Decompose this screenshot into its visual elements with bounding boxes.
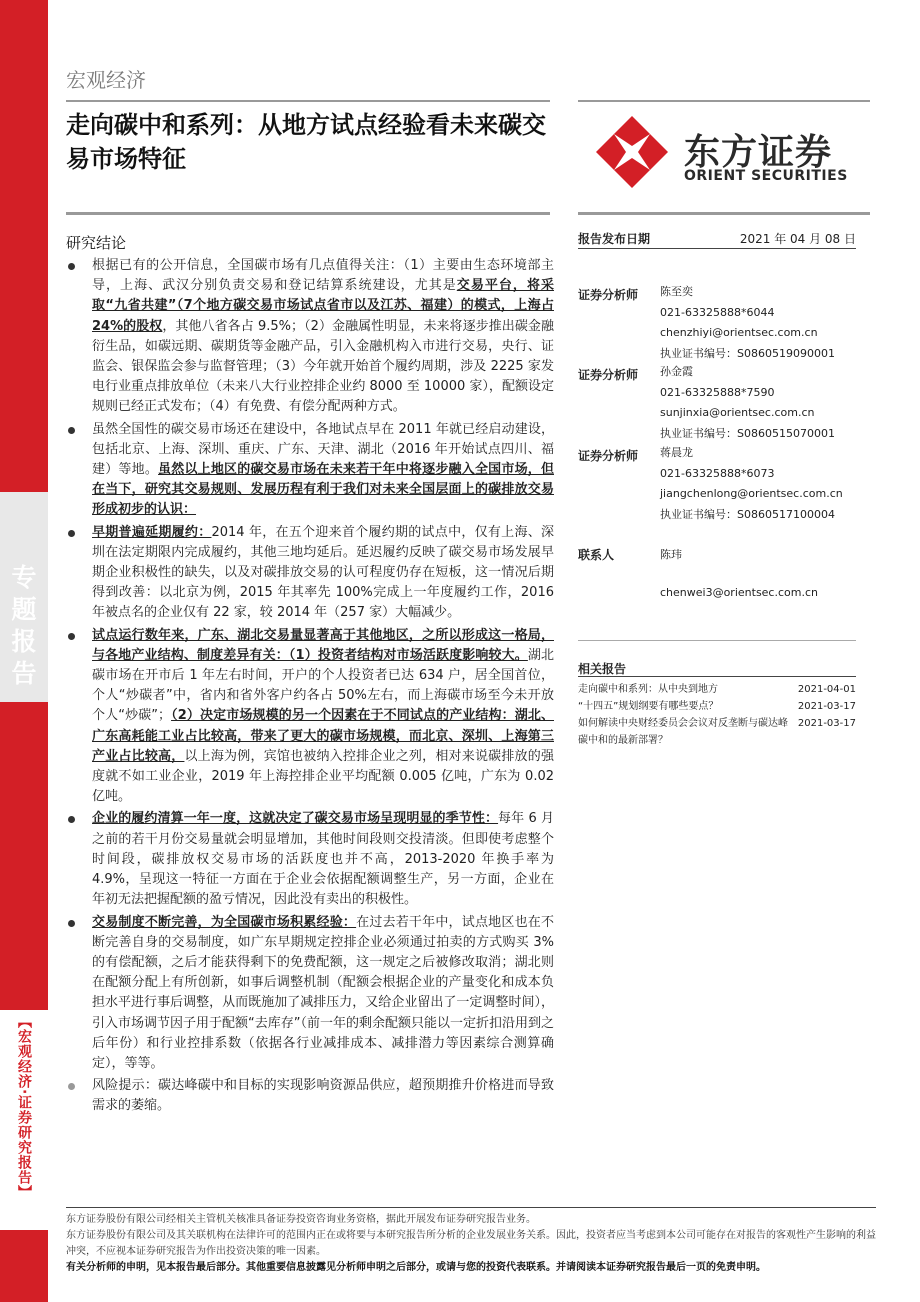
report-type-label: 专题报告 xyxy=(11,563,37,688)
contact-name: 陈玮 xyxy=(660,548,682,561)
analyst-label: 证券分析师 xyxy=(578,288,639,302)
title-divider xyxy=(66,212,550,215)
contact-label: 联系人 xyxy=(578,548,615,562)
related-report-item[interactable] xyxy=(578,715,856,749)
analyst-license: 执业证书编号：S0860515070001 xyxy=(660,426,835,440)
conclusion-bullet xyxy=(66,913,554,1075)
bullet-text: 每年 6 月之前的若干月份交易量就会明显增加，其他时间段则交投清淡。但即使考虑整个时间段，碳排放权交易市场的活跃度也并不高，2013-2020 年换手率为 4.9%，呈现这一特征一方面在于企业会依据配额调整生产，另一方面，企业在年初无法把握配额的盈亏情况，因此没有卖出的积极性。 xyxy=(92,811,554,908)
conclusion-list xyxy=(66,256,554,1119)
related-reports-divider xyxy=(578,676,856,677)
conclusion-bullet xyxy=(66,809,554,910)
conclusion-bullet xyxy=(66,256,554,418)
bullet-dot-icon xyxy=(68,816,75,823)
related-report-title[interactable]: “十四五”规划纲要有哪些要点？ xyxy=(578,701,719,712)
analyst-details xyxy=(660,443,843,525)
related-report-item[interactable] xyxy=(578,698,856,715)
bullet-text: ，其他八省各占 9.5%；（2）金融属性明显，未来将逐步推出碳金融衍生品，如碳远期、碳期货等金融产品，引入金融机构入市进行交易，央行、证监会、银保监会参与监督管理；（3）今年就开始首个履约周期，涉及 2225 家发电行业重点排放单位（未来八大行业控排企业约 8000 至 10000 家），配额设定规则已经正式发布；（4）有免费、有偿分配两种方式。 xyxy=(92,318,554,415)
logo-divider-bottom xyxy=(578,212,870,215)
emphasized-text: 交易制度不断完善，为全国碳市场积累经验： xyxy=(92,914,357,930)
contact-email: chenwei3@orientsec.com.cn xyxy=(660,586,818,599)
analyst-details xyxy=(660,362,835,444)
bullet-dot-icon xyxy=(68,427,75,434)
related-report-date: 2021-03-17 xyxy=(797,718,856,729)
contact-divider xyxy=(578,640,856,641)
emphasized-text: 试点运行数年来，广东、湖北交易量显著高于其他地区，之所以形成这一格局，与各地产业结构、制度差异有关：（1）投资者结构对市场活跃度影响较大。 xyxy=(92,627,554,663)
bullet-text: 以上海为例，宾馆也被纳入控排企业之列，相对来说碳排放的强度就不如工业企业，2019 年上海控排企业平均配额 0.005 亿吨，广东为 0.02 亿吨。 xyxy=(92,748,554,805)
related-report-title[interactable]: 走向碳中和系列：从中央到地方 xyxy=(578,684,718,695)
bullet-text: 风险提示：碳达峰碳中和目标的实现影响资源品供应，超预期推升价格进而导致需求的萎缩。 xyxy=(92,1078,554,1114)
conclusion-bullet xyxy=(66,626,554,808)
analyst-license: 执业证书编号：S0860519090001 xyxy=(660,346,835,360)
analyst-email: chenzhiyi@orientsec.com.cn xyxy=(660,326,818,339)
disclaimer-line: 东方证券股份有限公司及其关联机构在法律许可的范围内正在或将要与本研究报告所分析的企业发展业务关系。因此，投资者应当考虑到本公司可能存在对报告的客观性产生影响的利益冲突，不应视本证券研究报告为作出投资决策的唯一因素。 xyxy=(66,1230,876,1257)
analyst-license: 执业证书编号：S0860517100004 xyxy=(660,507,835,521)
conclusion-bullet xyxy=(66,1076,554,1116)
publish-date-value: 2021 年 04 月 08 日 xyxy=(739,232,856,246)
related-reports-list xyxy=(578,681,856,749)
sidebar-category-tag-box xyxy=(0,1010,48,1230)
logo-english-name: ORIENT SECURITIES xyxy=(684,168,848,184)
analyst-details xyxy=(660,282,835,364)
bullet-text: 根据已有的公开信息，全国碳市场有几点值得关注：（1）主要由生态环境部主导，上海、武汉分别负责交易和登记结算系统建设，尤其是 xyxy=(92,258,554,294)
bullet-dot-icon xyxy=(68,1083,75,1090)
analyst-label: 证券分析师 xyxy=(578,449,639,463)
section-heading: 研究结论 xyxy=(66,234,127,252)
publish-date-divider xyxy=(578,248,856,249)
conclusion-bullet xyxy=(66,523,554,624)
bullet-dot-icon xyxy=(68,633,75,640)
analyst-name: 陈至奕 xyxy=(660,285,693,298)
bullet-text: 虽然全国性的碳交易市场还在建设中，各地试点早在 2011 年就已经启动建设，包括北京、上海、深圳、重庆、广东、天津、湖北（2016 年开始试点四川、福建）等地。 xyxy=(92,421,554,478)
related-report-item[interactable] xyxy=(578,681,856,698)
disclaimer-footer xyxy=(66,1212,876,1276)
disclaimer-line-bold: 有关分析师的申明，见本报告最后部分。其他重要信息披露见分析师申明之后部分，或请与您的投资代表联系。并请阅读本证券研究报告最后一页的免责申明。 xyxy=(66,1262,766,1273)
analyst-email: jiangchenlong@orientsec.com.cn xyxy=(660,487,843,500)
disclaimer-line: 东方证券股份有限公司经相关主管机关核准具备证券投资咨询业务资格，据此开展发布证券研究报告业务。 xyxy=(66,1214,536,1225)
bullet-text: 2014 年，在五个迎来首个履约期的试点中，仅有上海、深圳在法定期限内完成履约，其他三地均延后。延迟履约反映了碳交易市场发展早期企业积极性的缺失，以及对碳排放交易的认可程度仍存在短板，这一情况后期得到改善：以北京为例，2015 年其率先 100%完成上一年度履约工作，2016 年被点名的企业仅有 22 家，较 2014 年（257 家）大幅减少。 xyxy=(92,524,554,621)
emphasized-text: 虽然以上地区的碳交易市场在未来若干年中将逐步融入全国市场，但在当下，研究其交易规则、发展历程有利于我们对未来全国层面上的碳排放交易形成初步的认识： xyxy=(92,462,554,518)
logo-chinese-name: 东方证券 xyxy=(684,132,833,173)
related-report-title[interactable]: 如何解读中央财经委员会会议对反垄断与碳达峰碳中和的最新部署？ xyxy=(578,718,788,746)
bullet-dot-icon xyxy=(68,263,75,270)
analyst-email: sunjinxia@orientsec.com.cn xyxy=(660,406,815,419)
bullet-dot-icon xyxy=(68,920,75,927)
report-category: 宏观经济 xyxy=(66,68,146,92)
bullet-text: 湖北碳市场在开市后 1 年左右时间，开户的个人投资者已达 634 户，居全国首位，个人“炒碳者”中，省内和省外客户约各占 50%左右，而上海碳市场至今未开放个人“炒碳”； xyxy=(92,647,554,724)
logo-divider-top xyxy=(578,100,870,102)
emphasized-text: 早期普遍延期履约： xyxy=(92,524,212,540)
related-reports-title: 相关报告 xyxy=(578,662,627,676)
related-report-date: 2021-03-17 xyxy=(797,701,856,712)
sidebar-category-tag: 【宏观经济·证券研究报告】 xyxy=(16,1014,32,1201)
bullet-dot-icon xyxy=(68,530,75,537)
analyst-phone: 021-63325888*6044 xyxy=(660,305,775,319)
footer-divider xyxy=(66,1207,876,1208)
emphasized-text: 交易平台，将采取“九省共建”（7个地方碳交易市场试点省市以及江苏、福建）的模式，上海占24%的股权 xyxy=(92,278,554,334)
emphasized-text: 企业的履约清算一年一度，这就决定了碳交易市场呈现明显的季节性： xyxy=(92,811,499,827)
analyst-phone: 021-63325888*6073 xyxy=(660,466,775,480)
publish-date-label: 报告发布日期 xyxy=(578,232,651,246)
orient-logo-icon xyxy=(596,116,668,188)
header-divider xyxy=(66,100,550,102)
analyst-name: 孙金霞 xyxy=(660,365,693,378)
emphasized-text: （2）决定市场规模的另一个因素在于不同试点的产业结构：湖北、广东高耗能工业占比较高，带来了更大的碳市场规模，而北京、深圳、上海第三产业占比较高， xyxy=(92,708,554,764)
bullet-text: 在过去若干年中，试点地区也在不断完善自身的交易制度，如广东早期规定控排企业必须通过拍卖的方式购买 3%的有偿配额，之后才能获得剩下的免费配额，这一规定之后被修改取消；湖北则在配额分配上有所创新，如事后调整机制（配额会根据企业的产量变化和成本负担水平进行事后调整，从而既施加了减排压力，又给企业留出了一定调整时间），引入市场调节因子用于配额“去库存”（前一年的剩余配额只能以一定折扣沿用到之后年份）和行业控排系数（依据各行业减排成本、减排潜力等因素综合测算确定），等等。 xyxy=(92,914,554,1071)
related-report-date: 2021-04-01 xyxy=(797,684,856,695)
analyst-label: 证券分析师 xyxy=(578,368,639,382)
report-title: 走向碳中和系列：从地方试点经验看未来碳交易市场特征 xyxy=(66,111,546,173)
analyst-phone: 021-63325888*7590 xyxy=(660,385,775,399)
conclusion-bullet xyxy=(66,420,554,521)
analyst-name: 蒋晨龙 xyxy=(660,446,693,459)
publish-date-row xyxy=(578,230,856,247)
